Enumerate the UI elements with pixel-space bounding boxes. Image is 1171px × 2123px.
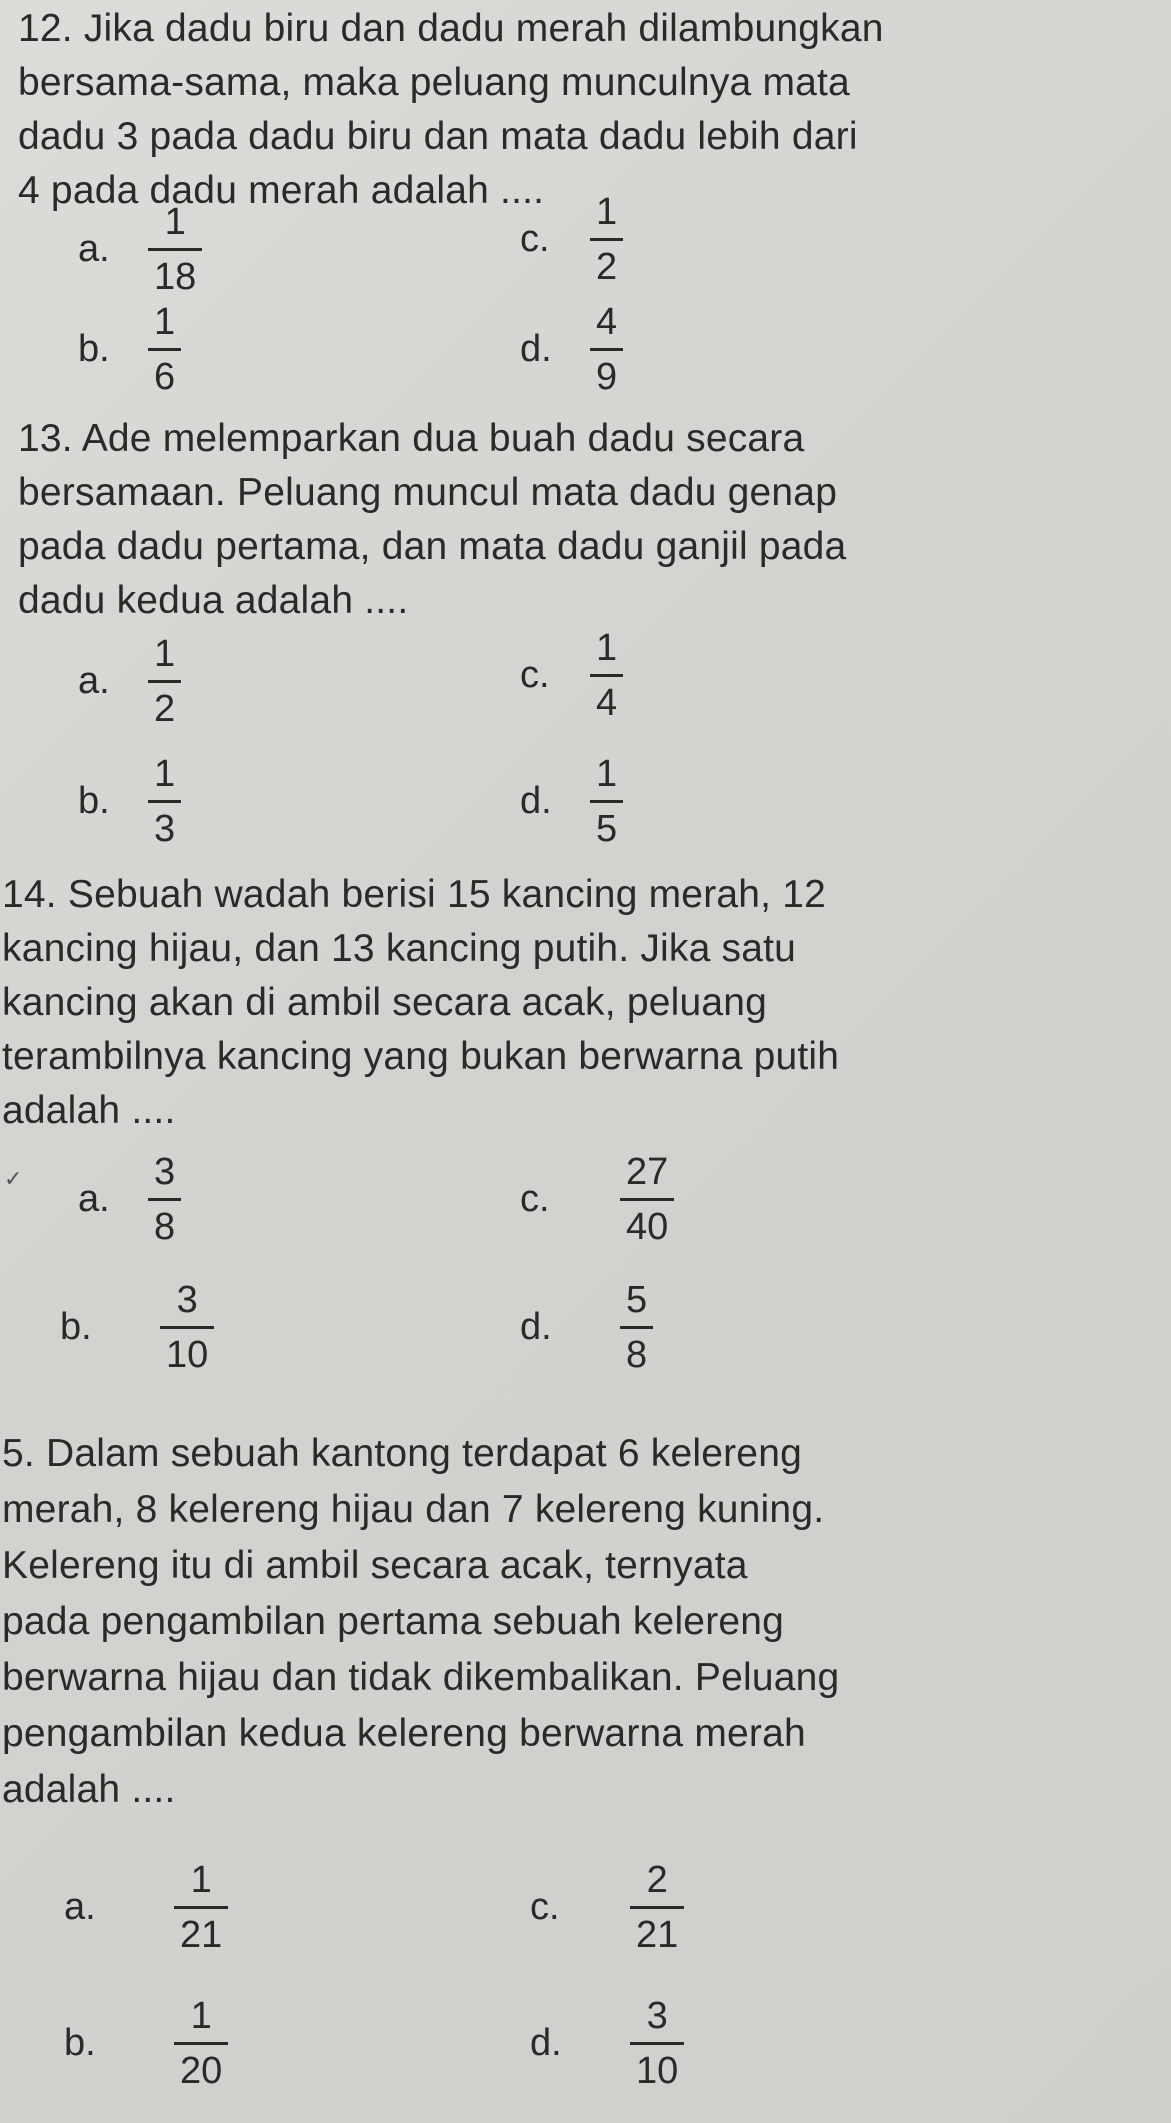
fraction-bar bbox=[148, 800, 181, 803]
option-letter: a. bbox=[78, 660, 110, 702]
option-letter: b. bbox=[78, 780, 110, 822]
fraction-numerator: 1 bbox=[154, 753, 176, 795]
fraction-denominator: 10 bbox=[636, 2050, 679, 2092]
option-fraction bbox=[590, 752, 623, 851]
fraction-bar bbox=[590, 348, 623, 351]
option-letter: a. bbox=[78, 228, 110, 270]
question-13-option-b[interactable] bbox=[78, 752, 181, 851]
fraction-numerator: 3 bbox=[154, 1151, 176, 1193]
option-fraction bbox=[148, 632, 181, 731]
fraction-numerator: 3 bbox=[646, 1995, 668, 2037]
option-fraction bbox=[148, 200, 202, 299]
fraction-denominator: 10 bbox=[166, 1334, 209, 1376]
fraction-numerator: 5 bbox=[626, 1279, 648, 1321]
option-fraction bbox=[590, 626, 623, 725]
question-14-option-b[interactable] bbox=[60, 1278, 214, 1377]
fraction-bar bbox=[590, 238, 623, 241]
question-12-option-d[interactable] bbox=[520, 300, 623, 399]
fraction-denominator: 9 bbox=[596, 356, 618, 398]
fraction-denominator: 40 bbox=[626, 1206, 669, 1248]
question-12-option-c[interactable] bbox=[520, 190, 623, 289]
fraction-bar bbox=[590, 800, 623, 803]
fraction-numerator: 1 bbox=[154, 301, 176, 343]
fraction-bar bbox=[620, 1326, 653, 1329]
option-letter: c. bbox=[520, 1178, 550, 1220]
fraction-numerator: 1 bbox=[190, 1859, 212, 1901]
question-13-option-a[interactable] bbox=[78, 632, 181, 731]
fraction-denominator: 6 bbox=[154, 356, 176, 398]
fraction-denominator: 4 bbox=[596, 682, 618, 724]
fraction-denominator: 2 bbox=[596, 246, 618, 288]
question-14-text: 14. Sebuah wadah berisi 15 kancing merah, 12 kancing hijau, dan 13 kancing putih. Jika satu kancing akan di ambil secara acak, peluang terambilnya kancing yang bukan berwarna putih adalah .... bbox=[2, 873, 840, 1132]
option-fraction bbox=[630, 1994, 684, 2093]
fraction-numerator: 1 bbox=[596, 191, 618, 233]
option-letter: a. bbox=[64, 1886, 96, 1928]
fraction-bar bbox=[148, 348, 181, 351]
question-12-option-a[interactable] bbox=[78, 200, 202, 299]
option-fraction bbox=[148, 752, 181, 851]
fraction-denominator: 3 bbox=[154, 808, 176, 850]
option-letter: b. bbox=[60, 1306, 92, 1348]
fraction-denominator: 21 bbox=[636, 1914, 679, 1956]
question-15-option-d[interactable] bbox=[530, 1994, 684, 2093]
fraction-numerator: 1 bbox=[596, 753, 618, 795]
option-letter: a. bbox=[78, 1178, 110, 1220]
question-13-option-d[interactable] bbox=[520, 752, 623, 851]
question-13-option-c[interactable] bbox=[520, 626, 623, 725]
option-letter: d. bbox=[520, 780, 552, 822]
option-letter: c. bbox=[530, 1886, 560, 1928]
fraction-bar bbox=[174, 2042, 228, 2045]
option-letter: d. bbox=[520, 328, 552, 370]
question-12-text: 12. Jika dadu biru dan dadu merah dilambungkan bersama-sama, maka peluang munculnya mata dadu 3 pada dadu biru dan mata dadu lebih dari 4 pada dadu merah adalah .... bbox=[18, 7, 884, 212]
fraction-denominator: 8 bbox=[154, 1206, 176, 1248]
fraction-denominator: 21 bbox=[180, 1914, 223, 1956]
fraction-denominator: 18 bbox=[154, 256, 197, 298]
fraction-bar bbox=[148, 1198, 181, 1201]
fraction-bar bbox=[630, 1906, 684, 1909]
option-fraction bbox=[148, 1150, 181, 1249]
fraction-numerator: 1 bbox=[596, 627, 618, 669]
question-15-text: 5. Dalam sebuah kantong terdapat 6 kelereng merah, 8 kelereng hijau dan 7 kelereng kuning. Kelereng itu di ambil secara acak, ternyata pada pengambilan pertama sebuah kelereng berwarna hijau dan tidak dikembalikan. Peluang pengambilan kedua kelereng berwarna merah adalah .... bbox=[2, 1432, 840, 1811]
fraction-bar bbox=[148, 248, 202, 251]
fraction-denominator: 5 bbox=[596, 808, 618, 850]
fraction-numerator: 1 bbox=[154, 633, 176, 675]
option-fraction bbox=[590, 190, 623, 289]
fraction-denominator: 2 bbox=[154, 688, 176, 730]
fraction-bar bbox=[630, 2042, 684, 2045]
option-letter: b. bbox=[64, 2022, 96, 2064]
question-15-option-a[interactable] bbox=[64, 1858, 228, 1957]
fraction-numerator: 3 bbox=[176, 1279, 198, 1321]
fraction-bar bbox=[160, 1326, 214, 1329]
fraction-bar bbox=[174, 1906, 228, 1909]
fraction-denominator: 20 bbox=[180, 2050, 223, 2092]
fraction-denominator: 8 bbox=[626, 1334, 648, 1376]
option-letter: d. bbox=[530, 2022, 562, 2064]
question-15-option-b[interactable] bbox=[64, 1994, 228, 2093]
question-15-option-c[interactable] bbox=[530, 1858, 684, 1957]
fraction-bar bbox=[590, 674, 623, 677]
option-letter: d. bbox=[520, 1306, 552, 1348]
fraction-bar bbox=[148, 680, 181, 683]
option-fraction bbox=[630, 1858, 684, 1957]
handwritten-mark: ✓ bbox=[4, 1166, 23, 1191]
question-14-option-d[interactable] bbox=[520, 1278, 653, 1377]
fraction-bar bbox=[620, 1198, 674, 1201]
question-13-text: 13. Ade melemparkan dua buah dadu secara bersamaan. Peluang muncul mata dadu genap pada dadu pertama, dan mata dadu ganjil pada dadu kedua adalah .... bbox=[18, 417, 847, 622]
question-14-option-c[interactable] bbox=[520, 1150, 674, 1249]
fraction-numerator: 1 bbox=[190, 1995, 212, 2037]
option-fraction bbox=[148, 300, 181, 399]
option-fraction bbox=[174, 1994, 228, 2093]
option-letter: c. bbox=[520, 654, 550, 696]
option-letter: b. bbox=[78, 328, 110, 370]
option-fraction bbox=[620, 1150, 674, 1249]
fraction-numerator: 1 bbox=[164, 201, 186, 243]
option-letter: c. bbox=[520, 218, 550, 260]
option-fraction bbox=[160, 1278, 214, 1377]
fraction-numerator: 4 bbox=[596, 301, 618, 343]
fraction-numerator: 27 bbox=[626, 1151, 669, 1193]
question-12-option-b[interactable] bbox=[78, 300, 181, 399]
option-fraction bbox=[590, 300, 623, 399]
option-fraction bbox=[620, 1278, 653, 1377]
fraction-numerator: 2 bbox=[646, 1859, 668, 1901]
question-14-option-a[interactable] bbox=[78, 1150, 181, 1249]
option-fraction bbox=[174, 1858, 228, 1957]
